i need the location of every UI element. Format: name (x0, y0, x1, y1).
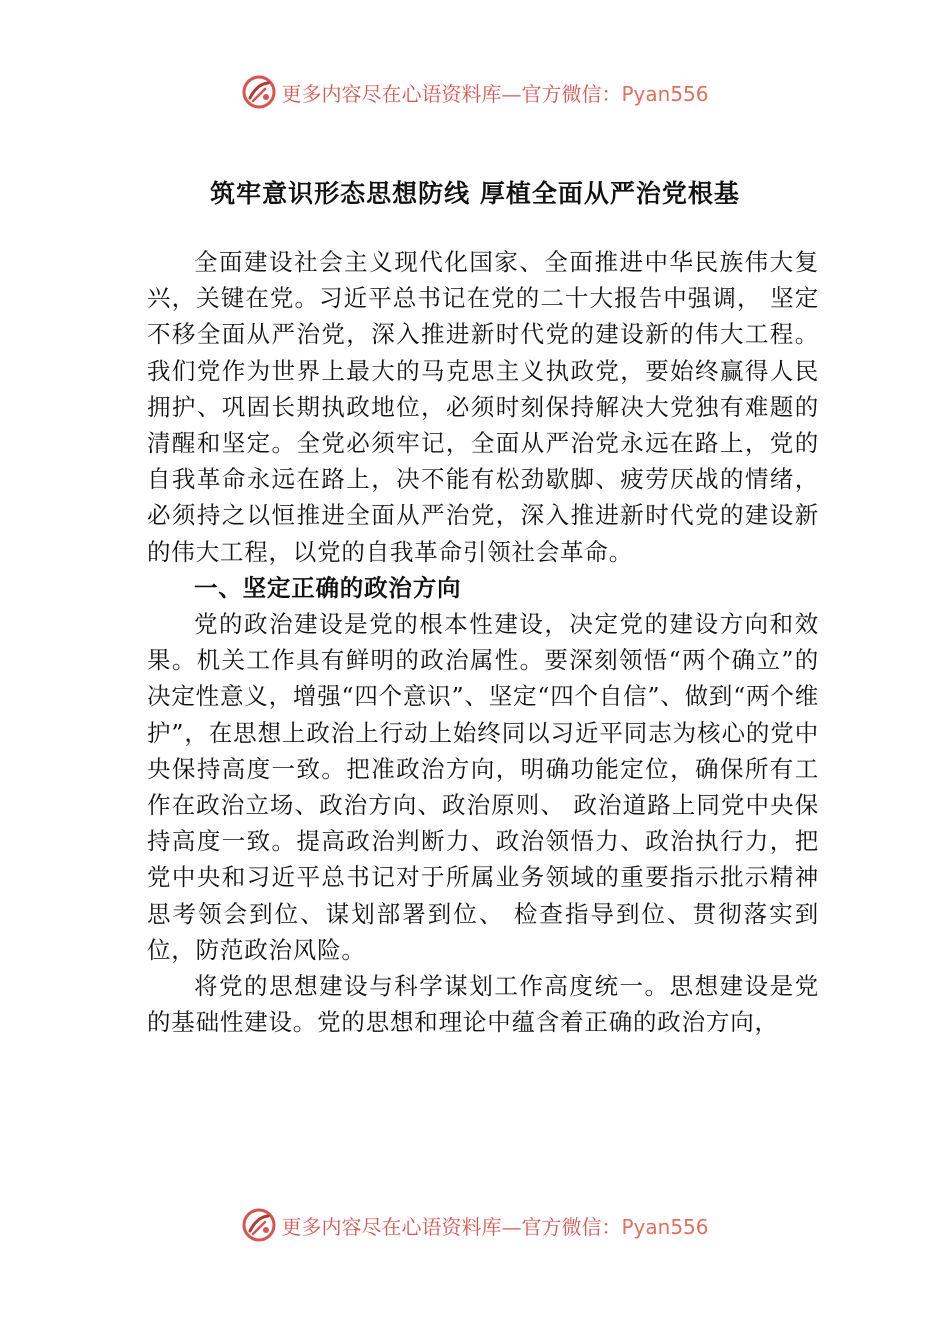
header-banner (0, 70, 950, 114)
paragraph-ideological-building: 将党的思想建设与科学谋划工作高度统一。思想建设是党的基础性建设。党的思想和理论中蕴含着正确的政治方向， (147, 972, 819, 1037)
footer-banner-text: 更多内容尽在心语资料库—官方微信：Pyan556 (281, 1214, 709, 1239)
footer-banner (0, 1203, 950, 1247)
document-body (147, 244, 819, 1040)
footer-wechat-id: Pyan556 (621, 1214, 709, 1239)
header-wechat-id: Pyan556 (621, 81, 709, 106)
document-title: 筑牢意识形态思想防线 厚植全面从严治党根基 (210, 179, 740, 208)
header-banner-text: 更多内容尽在心语资料库—官方微信：Pyan556 (281, 81, 709, 106)
red-circle-seal-logo-icon (241, 74, 277, 110)
red-circle-seal-logo-icon (241, 1207, 277, 1243)
section-heading-1: 一、坚定正确的政治方向 (194, 573, 462, 602)
paragraph-political-building: 党的政治建设是党的根本性建设，决定党的建设方向和效果。机关工作具有鲜明的政治属性。要深刻领悟“两个确立”的决定性意义，增强“四个意识”、坚定“四个自信”、做到“两个维护”，在思想上政治上行动上始终同以习近平同志为核心的党中央保持高度一致。把准政治方向，明确功能定位，确保所有工作在政治立场、政治方向、政治原则、 政治道路上同党中央保持高度一致。提高政治判断力、政治领悟力、政治执行力，把党中央和习近平总书记对于所属业务领域的重要指示批示精神思考领会到位、谋划部署到位、 检查指导到位、贯彻落实到位，防范政治风险。 (147, 610, 819, 964)
paragraph-intro: 全面建设社会主义现代化国家、全面推进中华民族伟大复兴，关键在党。习近平总书记在党的二十大报告中强调， 坚定不移全面从严治党，深入推进新时代党的建设新的伟大工程。我们党作为世界上最大的马克思主义执政党，要始终赢得人民拥护、巩固长期执政地位，必须时刻保持解决大党独有难题的清醒和坚定。全党必须牢记，全面从严治党永远在路上，党的自我革命永远在路上，决不能有松劲歇脚、疲劳厌战的情绪，必须持之以恒推进全面从严治党，深入推进新时代党的建设新的伟大工程，以党的自我革命引领社会革命。 (147, 248, 819, 566)
